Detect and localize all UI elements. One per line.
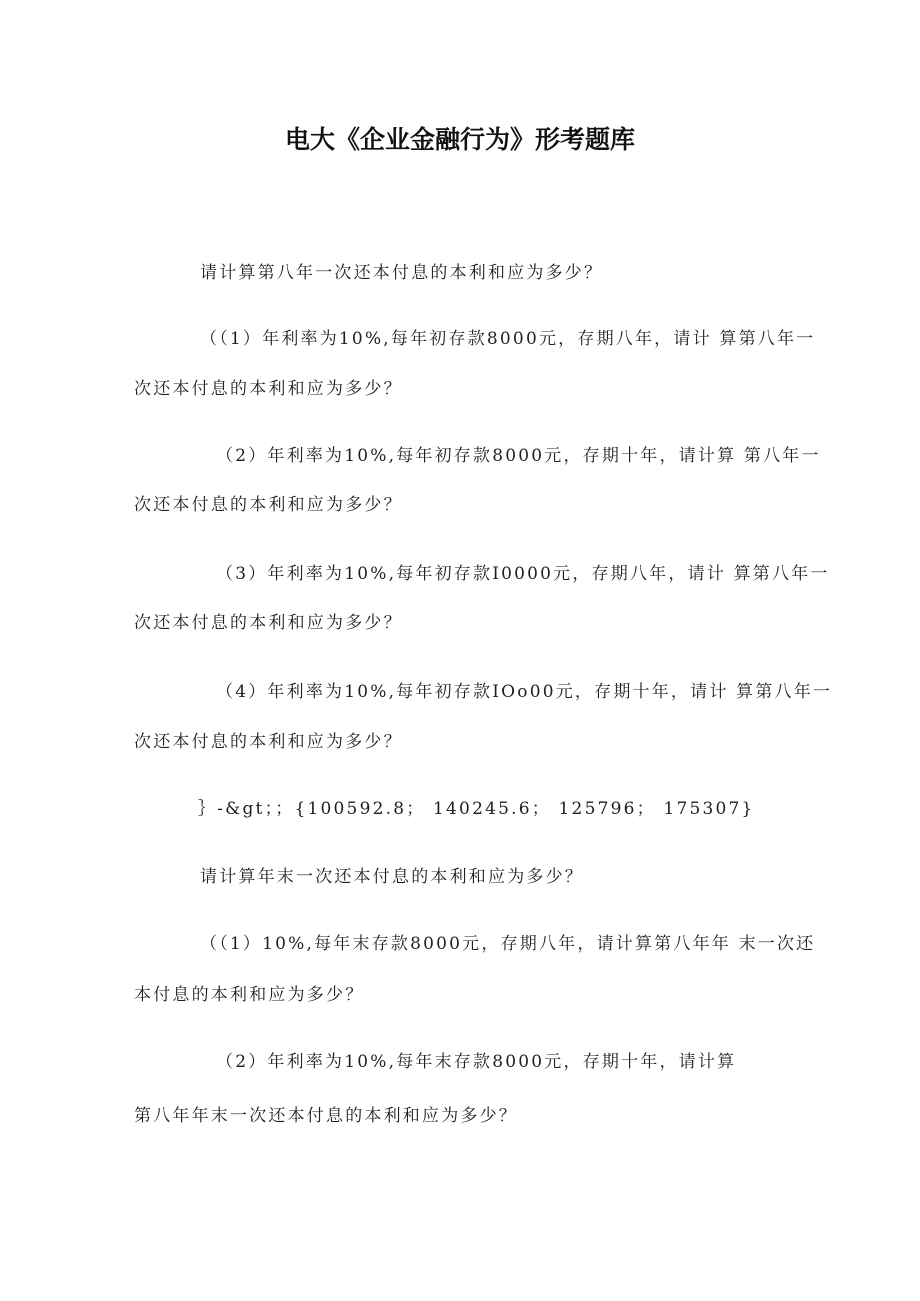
question-2-line-2: 次还本付息的本利和应为多少？ — [134, 495, 403, 515]
question-3-line-2: 次还本付息的本利和应为多少？ — [134, 613, 403, 633]
question-1-line-1: （（1）年利率为10%,每年初存款8000元，存期八年，请计 算第八年一 — [200, 329, 816, 349]
question-3-line-1: （3）年利率为10%,每年初存款I0000元，存期八年，请计 算第八年一 — [216, 564, 830, 584]
answer-line: ｝-&gt；；{100592.8； 140245.6； 125796； 175307} — [198, 799, 755, 819]
question-4-line-1: （4）年利率为10%,每年初存款IOo00元，存期十年，请计 算第八年一 — [216, 682, 833, 702]
question-5-line-2: 本付息的本利和应为多少？ — [134, 985, 365, 1005]
question-heading-2: 请计算年末一次还本付息的本利和应为多少？ — [200, 867, 584, 887]
question-heading-1: 请计算第八年一次还本付息的本利和应为多少？ — [200, 263, 604, 283]
question-1-line-2: 次还本付息的本利和应为多少？ — [134, 379, 403, 399]
question-5-line-1: （（1）10%,每年末存款8000元，存期八年，请计算第八年年 末一次还 — [200, 934, 816, 954]
question-6-line-1: （2）年利率为10%,每年末存款8000元，存期十年，请计算 — [216, 1052, 737, 1072]
question-6-line-2: 第八年年末一次还本付息的本利和应为多少？ — [134, 1106, 518, 1126]
question-2-line-1: （2）年利率为10%,每年初存款8000元，存期十年，请计算 第八年一 — [216, 446, 821, 466]
document-title: 电大《企业金融行为》形考题库 — [284, 125, 635, 154]
question-4-line-2: 次还本付息的本利和应为多少？ — [134, 732, 403, 752]
